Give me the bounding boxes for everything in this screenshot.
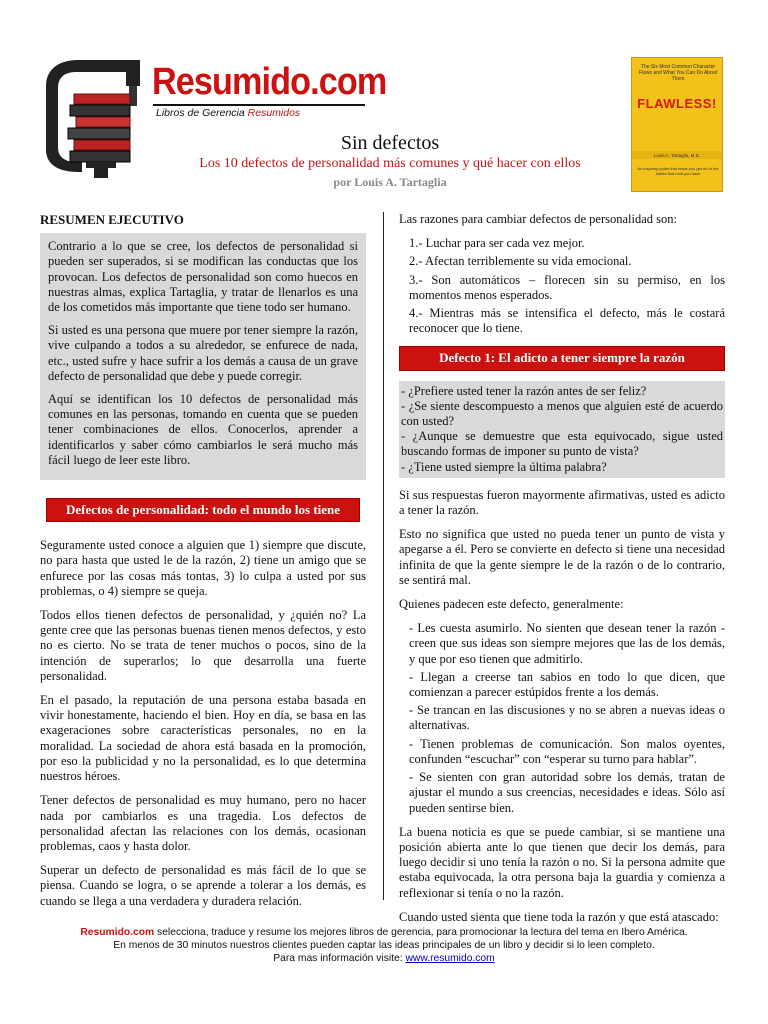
column-divider <box>383 212 384 900</box>
trait-item: - Llegan a creerse tan sabios en todo lo que dicen, que comienzan a parecer estúpidos frente a los demás. <box>409 669 725 700</box>
trait-item: - Se sienten con gran autoridad sobre los demás, tratan de ajustar el mundo a sus creencias, necesidades e ideas. Sólo así pueden sentirse bien. <box>409 770 725 815</box>
reasons-intro: Las razones para cambiar defectos de personalidad son: <box>399 212 678 226</box>
brand-underline <box>153 104 365 106</box>
book-cover-foot-text: An inspiring guide that helps you get rid of the habits that hold you back <box>637 166 719 176</box>
footer-line-1-text: selecciona, traduce y resume los mejores libros de gerencia, para promocionar la lectura del tema en Ibero América. <box>154 927 688 938</box>
body-paragraph: Esto no significa que usted no pueda tener un punto de vista y apegarse a él. Pero se convierte en defecto si tiene una necesidad infinita de que la gente siempre le de la razón o de lo contrario, se sentirá mal. <box>399 527 725 587</box>
footer-line-1 <box>0 926 768 939</box>
footer <box>0 926 768 965</box>
body-paragraph: Superar un defecto de personalidad es más fácil de lo que se piensa. Cuando se logra, o se aprende a tolerar a los demás, es cuando se llega a una verdadera y duradera relación. <box>40 863 366 908</box>
footer-line-3 <box>0 952 768 965</box>
body-paragraph: Si sus respuestas fueron mayormente afirmativas, usted es adicto a tener la razón. <box>399 487 725 518</box>
footer-line-2: En menos de 30 minutos nuestros clientes pueden captar las ideas principales de un libro y decidir si lo leen completo. <box>113 940 655 951</box>
reason-item: 3.- Son automáticos – florecen sin su permiso, en los momentos menos esperados. <box>409 272 725 302</box>
questions-box <box>399 381 725 478</box>
book-cover-author: Louis A. Tartaglia, M.D. <box>653 153 701 158</box>
body-paragraph: Seguramente usted conoce a alguien que 1) siempre que discute, no para hasta que usted le de la razón, 2) tiene un amigo que se enfurece por las cosas más tontas, 3) lo culpa a usted por sus problemas, o 4) siempre se queja. <box>40 538 366 598</box>
trait-item: - Se trancan en las discusiones y no se abren a nuevas ideas o alternativas. <box>409 703 725 733</box>
body-paragraph: En el pasado, la reputación de una persona estaba basada en vivir honestamente, haciendo el bien. Hoy en día, se basa en las exageraciones sobre características personales, no en la moralidad. La sociedad de ahora está basada en la promoción, por eso la publicidad y no la personalidad, es lo que determina nuestros héroes. <box>40 693 366 784</box>
book-cover-title: FLAWLESS! <box>637 96 717 111</box>
right-column <box>399 212 725 934</box>
executive-summary-heading: RESUMEN EJECUTIVO <box>40 212 184 227</box>
document-subtitle: Los 10 defectos de personalidad más comunes y qué hacer con ellos <box>199 156 581 171</box>
tagline-suffix: Resumidos <box>247 107 301 119</box>
question-item: - ¿Aunque se demuestre que esta equivocado, sigue usted buscando formas de imponer su punto de vista? <box>401 429 723 459</box>
section-bar-defect-1: Defecto 1: El adicto a tener siempre la razón <box>399 346 725 370</box>
body-paragraph: Todos ellos tienen defectos de personalidad, y ¿quién no? La gente cree que las personas buenas tienen menos defectos, y esto no es cierto. No se trata de tener muchos o pocos, sino de la intención de superarlos; lo que desarrolla una fuerte personalidad. <box>40 608 366 683</box>
document-title: Sin defectos <box>340 132 440 154</box>
body-paragraph: Cuando usted sienta que tiene toda la razón y que está atascado: <box>399 909 719 924</box>
document-author: por Louis A. Tartaglia <box>333 175 447 189</box>
footer-line-3-text: Para mas información visite: <box>273 953 406 964</box>
body-paragraph: Tener defectos de personalidad es muy humano, pero no hacer nada por cambiarlos es una tragedia. Los defectos de personalidad afectan las relaciones con los demás, ocasionan problemas, caos y hasta dolor. <box>40 793 366 853</box>
summary-paragraph: Contrario a lo que se cree, los defectos de personalidad si pueden ser superados, si se modifican las conductas que los provocan. Los defectos de personalidad son como huecos en nuestras almas, explica Tartaglia, y tratar de llenarlos es una de los cometidos más importante que tiene todo ser humano. <box>48 239 358 315</box>
footer-brand: Resumido.com <box>80 927 155 938</box>
trait-item: - Tienen problemas de comunicación. Son malos oyentes, confunden “escuchar” con “esperar su turno para hablar”. <box>409 736 725 766</box>
question-item: - ¿Prefiere usted tener la razón antes de ser feliz? <box>401 383 647 398</box>
book-cover-image <box>631 57 723 192</box>
executive-summary-box <box>40 233 366 480</box>
question-item: - ¿Tiene usted siempre la última palabra? <box>401 459 607 474</box>
summary-paragraph: Si usted es una persona que muere por tener siempre la razón, vive culpando a todos a su alrededor, se enfurece de nada, etc., usted sufre y hace sufrir a los demás a causa de un grave defecto de personalidad que debe y puede corregir. <box>48 323 358 383</box>
body-paragraph: Quienes padecen este defecto, generalmente: <box>399 597 624 612</box>
tagline-prefix: Libros de Gerencia <box>156 107 248 119</box>
brand-tagline <box>156 107 300 119</box>
summary-paragraph: Aquí se identifican los 10 defectos de personalidad más comunes en las personas, tomando en cuenta que se pueden tener combinaciones de ellos. Conocerlos, aprender a identificarlos y saber cómo cambiarlos le será mucho más fácil luego de leer este libro. <box>48 392 358 467</box>
reason-item: 4.- Mientras más se intensifica el defecto, más le costará reconocer que lo tiene. <box>409 306 725 336</box>
question-item: - ¿Se siente descompuesto a menos que alguien esté de acuerdo con usted? <box>401 398 723 429</box>
reason-item: 2.- Afectan terriblemente su vida emocional. <box>409 254 632 269</box>
reason-item: 1.- Luchar para ser cada vez mejor. <box>409 236 585 251</box>
brand-name: Resumido.com <box>152 61 387 103</box>
trait-item: - Les cuesta asumirlo. No sienten que desean tener la razón - creen que sus ideas son siempre mejores que las de los demás, y que por eso tienen que admitirlo. <box>409 621 725 666</box>
book-cover-top-text: The Six Most Common Character Flaws and What You Can Do About Them <box>638 64 718 82</box>
body-paragraph: La buena noticia es que se puede cambiar, si se mantiene una posición abierta ante lo que tienen que decir los demás, para luego decidir si uno tenía la razón o no. Si la persona admite que estaba equivocada, la otra persona baja la guardia y comienza a reflexionar si tenía o no la razón. <box>399 824 725 900</box>
left-column <box>40 212 366 918</box>
section-bar-defects: Defectos de personalidad: todo el mundo los tiene <box>46 498 360 522</box>
footer-website-link[interactable]: www.resumido.com <box>405 953 495 964</box>
